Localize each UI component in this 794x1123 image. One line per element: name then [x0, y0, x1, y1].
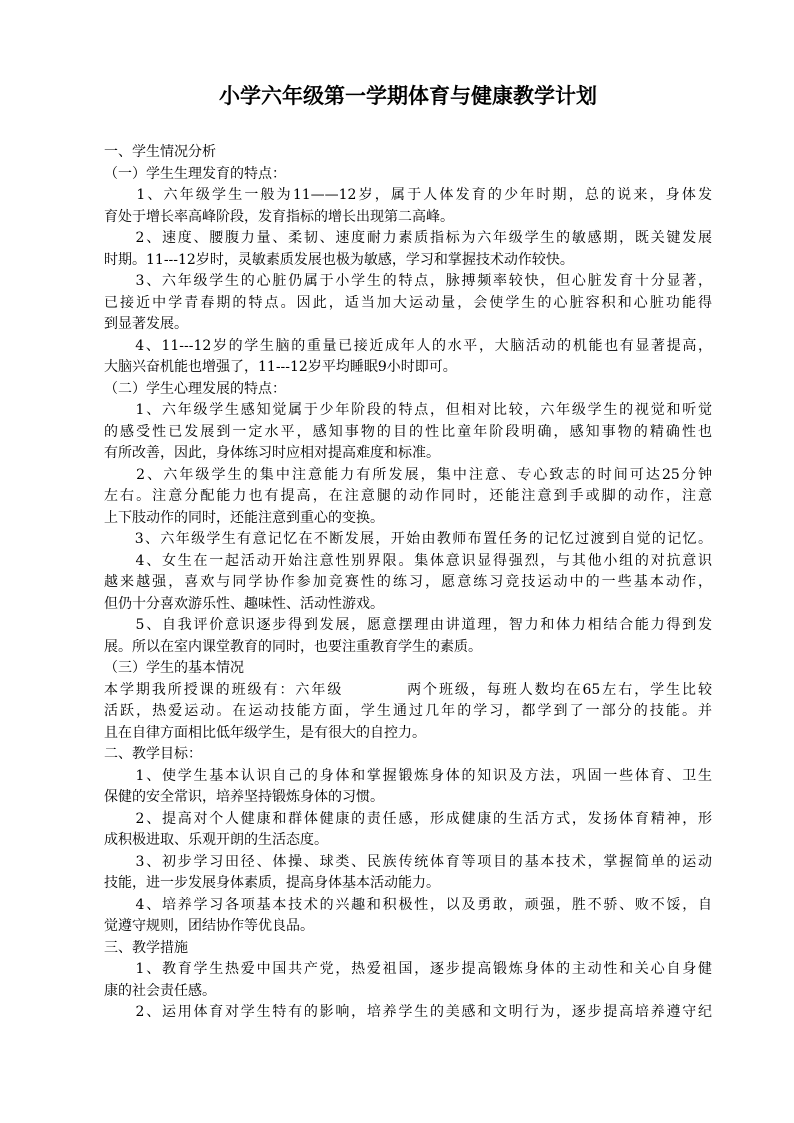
text-line: 左右。注意分配能力也有提高，在注意腿的动作同时，还能注意到手或脚的动作，注意 — [104, 488, 712, 504]
text-line: 2、六年级学生的集中注意能力有所发展，集中注意、专心致志的时间可达25分钟 — [104, 466, 712, 483]
text-line: 1、使学生基本认识自己的身体和掌握锻炼身体的知识及方法，巩固一些体育、卫生 — [104, 767, 712, 784]
section-heading: （三）学生的基本情况 — [104, 660, 244, 676]
document-title: 小学六年级第一学期体育与健康教学计划 — [219, 84, 597, 108]
text-line: 3、初步学习田径、体操、球类、民族传统体育等项目的基本技术，掌握简单的运动 — [104, 853, 712, 870]
text-line: 越来越强，喜欢与同学协作参加竞赛性的练习，愿意练习竞技运动中的一些基本动作， — [104, 574, 712, 590]
text-line: 3、六年级学生有意记忆在不断发展，开始由教师布置任务的记忆过渡到自觉的记忆。 — [104, 531, 712, 547]
text-line: 有所改善，因此，身体练习时应相对提高难度和标准。 — [104, 445, 440, 461]
text-line: 5、自我评价意识逐步得到发展，愿意摆理由讲道理，智力和体力相结合能力得到发 — [104, 617, 712, 633]
text-line: 1、教育学生热爱中国共产党，热爱祖国，逐步提高锻炼身体的主动性和关心自身健 — [104, 961, 712, 977]
text-line: 时期。11---12岁时，灵敏素质发展也极为敏感，学习和掌握技术动作较快。 — [104, 251, 574, 268]
text-line: 觉遵守规则，团结协作等优良品。 — [104, 918, 314, 934]
text-line: 上下肢动作的同时，还能注意到重心的变换。 — [104, 509, 384, 526]
text-line: 2、速度、腰腹力量、柔韧、速度耐力素质指标为六年级学生的敏感期，既关键发展 — [104, 230, 712, 246]
text-line: 1、六年级学生一般为11——12岁，属于人体发育的少年时期，总的说来，身体发 — [104, 187, 712, 203]
section-heading: （二）学生心理发展的特点： — [104, 380, 286, 397]
text-line: 2、提高对个人健康和群体健康的责任感，形成健康的生活方式，发扬体育精神，形 — [104, 810, 712, 827]
text-line: 4、11---12岁的学生脑的重量已接近成年人的水平，大脑活动的机能也有显著提高， — [104, 337, 712, 354]
text-line: 的感受性已发展到一定水平，感知事物的目的性比童年阶段明确，感知事物的精确性也 — [104, 423, 712, 440]
text-line: 且在自律方面相比低年级学生，是有很大的自控力。 — [104, 724, 426, 741]
text-line: 2、运用体育对学生特有的影响，培养学生的美感和文明行为，逐步提高培养遵守纪 — [104, 1004, 712, 1020]
document-body — [104, 142, 712, 1024]
text-line: 展。所以在室内课堂教育的同时，也要注重教育学生的素质。 — [104, 638, 482, 655]
text-line: 技能，进一步发展身体素质，提高身体基本活动能力。 — [104, 875, 440, 891]
section-heading: 一、学生情况分析 — [104, 144, 216, 160]
text-line: 康的社会责任感。 — [104, 982, 216, 999]
text-line: 4、女生在一起活动开始注意性别界限。集体意识显得强烈，与其他小组的对抗意识 — [104, 552, 712, 569]
text-line: 3、六年级学生的心脏仍属于小学生的特点，脉搏频率较快，但心脏发育十分显著， — [104, 273, 712, 289]
section-heading: （一）学生生理发育的特点： — [104, 165, 286, 182]
text-line: 育处于增长率高峰阶段，发育指标的增长出现第二高峰。 — [104, 208, 454, 225]
text-line: 已接近中学青春期的特点。因此，适当加大运动量，会使学生的心脏容积和心脏功能得 — [104, 294, 712, 311]
text-line: 大脑兴奋机能也增强了，11---12岁平均睡眠9小时即可。 — [104, 359, 457, 375]
text-line: 到显著发展。 — [104, 316, 188, 332]
section-heading: 三、教学措施 — [104, 939, 188, 956]
text-line: 4、培养学习各项基本技术的兴趣和积极性，以及勇敢，顽强，胜不骄、败不馁，自 — [104, 896, 712, 913]
text-line: 但仍十分喜欢游乐性、趣味性、活动性游戏。 — [104, 595, 384, 612]
text-line: 活跃，热爱运动。在运动技能方面，学生通过几年的学习，都学到了一部分的技能。并 — [104, 703, 712, 719]
section-heading: 二、教学目标： — [104, 746, 202, 762]
text-line: 成积极进取、乐观开朗的生活态度。 — [104, 832, 328, 848]
text-line: 保健的安全常识，培养坚持锻炼身体的习惯。 — [104, 789, 384, 805]
text-line: 本学期我所授课的班级有：六年级 两个班级，每班人数均在65左右，学生比较 — [104, 681, 712, 698]
text-line: 1、六年级学生感知觉属于少年阶段的特点，但相对比较，六年级学生的视觉和听觉 — [104, 402, 712, 418]
document-page — [104, 80, 712, 1024]
